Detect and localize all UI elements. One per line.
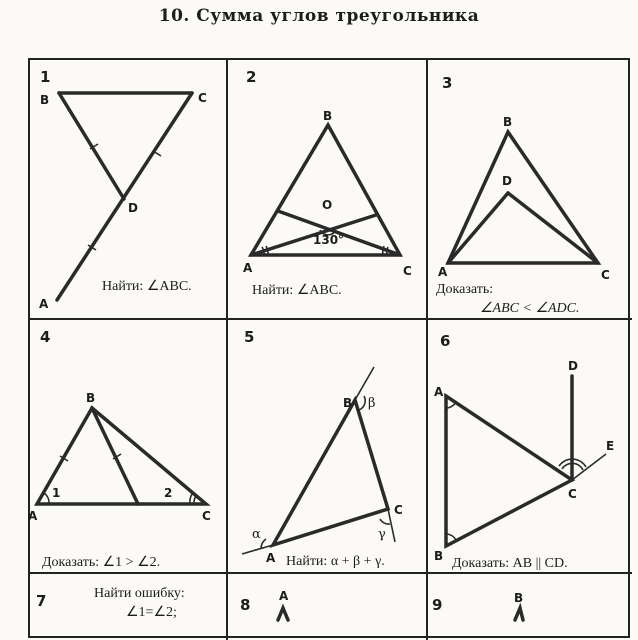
problem-caption: Найти: ∠ABC. (252, 283, 342, 298)
figure-9 (428, 574, 632, 620)
problem-4 (30, 320, 226, 572)
label-b: B (503, 115, 513, 129)
label-a: A (28, 509, 38, 523)
label-b: B (40, 93, 50, 107)
problem-caption-line1: Доказать: (436, 282, 494, 297)
label-c: C (198, 91, 207, 105)
label-o: O (322, 198, 333, 212)
page-title: 10. Сумма углов треугольника (158, 6, 480, 26)
segment-ad (448, 193, 508, 263)
figure-2 (228, 60, 426, 318)
label-e: E (606, 439, 615, 453)
problem-number: 9 (432, 596, 443, 614)
triangle-abc (446, 396, 572, 546)
problem-6 (428, 320, 632, 572)
problem-caption: Найти: ∠ABC. (102, 279, 192, 294)
label-c: C (568, 487, 577, 501)
problem-1 (30, 60, 226, 318)
problem-number: 2 (246, 68, 257, 86)
segment-dc (508, 193, 598, 263)
problem-2 (228, 60, 426, 318)
label-a: A (243, 261, 253, 275)
problem-number: 4 (40, 328, 51, 346)
label-alpha: α (252, 527, 261, 542)
problems-grid (28, 58, 630, 638)
problem-caption: Доказать: AB || CD. (452, 556, 568, 571)
problem-number: 6 (440, 332, 451, 350)
label-d: D (502, 174, 512, 188)
segment-bd (59, 93, 124, 199)
figure-8-apex (278, 608, 288, 620)
label-a: A (279, 589, 289, 603)
label-b: B (434, 549, 444, 563)
problem-number: 5 (244, 328, 255, 346)
figure-9-apex (515, 608, 523, 620)
label-b: B (323, 109, 333, 123)
label-a: A (438, 265, 448, 279)
problem-caption: Доказать: ∠1 > ∠2. (42, 555, 161, 570)
problem-caption-line2: ∠1=∠2; (126, 605, 177, 620)
label-d: D (568, 359, 578, 373)
problem-8 (228, 574, 426, 620)
label-beta: β (368, 396, 376, 411)
triangle-abc (37, 408, 206, 504)
label-c: C (403, 264, 412, 278)
angle-1: 1 (52, 486, 61, 500)
problem-caption-line2: ∠ABC < ∠ADC. (480, 301, 580, 316)
label-b: B (86, 391, 96, 405)
label-b: B (514, 591, 524, 605)
ray-ce (572, 454, 606, 480)
problem-caption-line1: Найти ошибку: (94, 586, 185, 601)
angle-2: 2 (164, 486, 173, 500)
triangle-abc (273, 400, 388, 545)
figure-4 (30, 320, 226, 572)
label-c: C (202, 509, 211, 523)
label-a: A (39, 297, 49, 311)
angle-mark-beta (359, 396, 365, 410)
figure-8 (228, 574, 426, 620)
problem-caption: Найти: α + β + γ. (286, 554, 385, 569)
figure-5 (228, 320, 426, 572)
problem-number: 3 (442, 74, 453, 92)
problem-number: 8 (240, 596, 251, 614)
label-gamma: γ (378, 527, 386, 542)
label-b: B (343, 396, 353, 410)
problem-3 (428, 60, 632, 318)
problem-number: 7 (36, 592, 47, 610)
label-c: C (601, 268, 610, 282)
label-c: C (394, 503, 403, 517)
angle-mark-gamma (380, 519, 390, 524)
angle-value: 130° (313, 233, 345, 247)
problem-9 (428, 574, 632, 620)
label-d: D (128, 201, 138, 215)
problem-5 (228, 320, 426, 572)
segment-bd (92, 408, 138, 504)
label-a: A (266, 551, 276, 565)
problem-number: 1 (40, 68, 51, 86)
figure-3 (428, 60, 632, 318)
label-a: A (434, 385, 444, 399)
problem-7 (30, 574, 226, 620)
figure-6 (428, 320, 632, 572)
